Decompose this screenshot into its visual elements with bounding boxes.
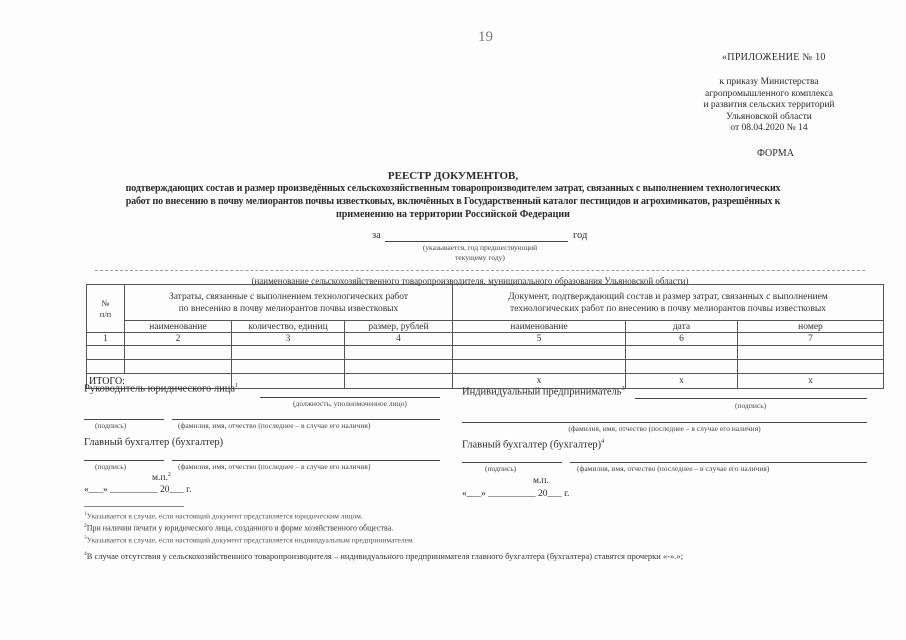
table-cell[interactable] — [738, 346, 884, 360]
footnote — [84, 523, 393, 533]
table-row — [87, 360, 884, 374]
producer-caption: (наименование сельскохозяйственного товаропроизводителя, муниципального образования Ульяновской области) — [251, 276, 689, 286]
chief-sign-line — [84, 460, 164, 461]
stamp-place-right: м.п. — [533, 476, 549, 486]
expenses-header-line: Затраты, связанные с выполнением технологических работ — [168, 291, 409, 302]
column-number: 1 — [87, 333, 125, 346]
appendix-line: Ульяновской области — [726, 111, 812, 122]
column-number: 3 — [232, 333, 345, 346]
ie-label — [462, 386, 625, 398]
date-left: «___» __________ 20___ г. — [84, 485, 192, 495]
footnote-number: 3 — [84, 535, 87, 541]
footnote-ref: 4 — [601, 439, 605, 445]
ie-chief-accountant-text: Главный бухгалтер (бухгалтер) — [462, 439, 602, 451]
fio-caption: (фамилия, имя, отчество (последнее – в случае его наличия) — [178, 462, 371, 471]
doc-subtitle-line: подтверждающих состав и размер произведённых сельскохозяйственным товаропроизводителем затрат, связанных с выполнением технологических — [125, 183, 781, 194]
ie-sign-line — [635, 398, 867, 399]
ie-fio-line — [462, 422, 867, 423]
fio-caption: (фамилия, имя, отчество (последнее – в случае его наличия) — [577, 464, 770, 473]
footnote-text: При наличии печати у юридического лица, созданного в форме хозяйственного общества. — [86, 523, 394, 533]
footnote-number: 4 — [84, 551, 87, 558]
sign-caption: (подпись) — [95, 462, 127, 471]
column-number: 2 — [125, 333, 232, 346]
table-subheader-row — [87, 321, 884, 333]
year-hint: (указывается, год предшествующий — [422, 243, 538, 252]
sign-caption: (подпись) — [735, 401, 767, 410]
num-header — [87, 285, 125, 333]
table-row — [87, 346, 884, 360]
expenses-group-header — [125, 285, 453, 321]
doc-subtitle-line: работ по внесению в почву мелиорантов почвы известковых, включённых в Государственный каталог пестицидов и агрохимикатов, разрешённых к — [125, 196, 781, 207]
chief-accountant-label: Главный бухгалтер (бухгалтер) — [84, 437, 224, 448]
head-label — [84, 383, 238, 395]
doc-title: РЕЕСТР ДОКУМЕНТОВ, — [387, 170, 519, 182]
subheader-cell: количество, единиц — [232, 321, 345, 333]
appendix-line: от 08.04.2020 № 14 — [730, 123, 808, 133]
table-cell[interactable] — [453, 360, 626, 374]
footnote-number: 1 — [84, 511, 87, 517]
ie-chief-fio-line — [570, 462, 867, 463]
total-mark: х — [626, 374, 738, 389]
table-cell[interactable] — [738, 360, 884, 374]
ie-chief-accountant-label — [462, 439, 604, 451]
document-header-line: Документ, подтверждающий состав и размер затрат, связанных с выполнением — [508, 291, 828, 302]
appendix-title: «ПРИЛОЖЕНИЕ № 10 — [722, 52, 826, 63]
column-number: 4 — [345, 333, 453, 346]
head-fio-line — [172, 419, 440, 420]
stamp-place — [152, 472, 171, 483]
table-cell[interactable] — [125, 346, 232, 360]
num-header-label: № — [101, 297, 110, 308]
table-header-row — [87, 285, 884, 321]
table-cell[interactable] — [232, 374, 345, 389]
column-number: 6 — [626, 333, 738, 346]
page-number: 19 — [478, 29, 493, 45]
sign-caption: (подпись) — [485, 464, 517, 473]
year-prefix: за — [372, 230, 381, 241]
chief-fio-line — [172, 460, 440, 461]
fio-caption: (фамилия, имя, отчество (последнее – в случае его наличия) — [178, 421, 371, 430]
table-cell[interactable] — [453, 346, 626, 360]
ie-chief-sign-line — [462, 462, 562, 463]
table-cell[interactable] — [232, 360, 345, 374]
table-cell[interactable] — [87, 360, 125, 374]
footnote-number: 2 — [84, 523, 87, 529]
appendix-lines — [680, 77, 858, 135]
document-header-line: технологических работ по внесению в почву мелиорантов почвы известковых — [509, 303, 827, 314]
table-cell[interactable] — [345, 374, 453, 389]
subheader-cell: размер, рублей — [345, 321, 453, 333]
column-number-row — [87, 333, 884, 346]
appendix-line: к приказу Министерства — [719, 77, 819, 87]
fio-caption: (фамилия, имя, отчество (последнее – в случае его наличия) — [568, 424, 761, 433]
appendix-line: и развития сельских территорий — [703, 100, 835, 110]
year-hint: текущему году) — [455, 253, 505, 262]
footnote-ref: 1 — [235, 383, 239, 389]
registry-table — [86, 284, 884, 389]
year-field-line — [385, 241, 568, 242]
table-cell[interactable] — [87, 346, 125, 360]
footnote-separator — [84, 506, 184, 507]
table-cell[interactable] — [125, 360, 232, 374]
stamp-place-text: м.п. — [152, 473, 168, 484]
total-mark: х — [453, 374, 626, 389]
column-number: 7 — [738, 333, 884, 346]
footnote — [84, 511, 363, 521]
appendix-line: агропромышленного комплекса — [704, 88, 834, 99]
subheader-cell: дата — [626, 321, 738, 333]
doc-subtitle-line: применению на территории Российской Федерации — [336, 209, 570, 220]
footnote-ref: 2 — [167, 472, 171, 478]
subheader-cell: наименование — [453, 321, 626, 333]
table-cell[interactable] — [626, 346, 738, 360]
table-cell[interactable] — [626, 360, 738, 374]
footnote-text: Указывается в случае, если настоящий документ представляется индивидуальным предпринимателем — [86, 535, 413, 545]
expenses-header-line: по внесению в почву мелиорантов почвы известковых — [178, 303, 399, 314]
date-right: «___» __________ 20___ г. — [462, 489, 570, 499]
producer-field-line — [95, 270, 865, 271]
table-cell[interactable] — [232, 346, 345, 360]
form-label: ФОРМА — [757, 148, 794, 159]
num-header-sub: п/п — [99, 308, 112, 319]
footnote-ref: 3 — [621, 386, 625, 392]
position-caption: (должность, уполномоченное лицо) — [293, 399, 407, 408]
sign-caption: (подпись) — [95, 421, 127, 430]
head-sign-line — [84, 419, 164, 420]
head-position-line — [260, 397, 440, 398]
footnote-text: В случае отсутствия у сельскохозяйственного товаропроизводителя – индивидуального предпринимателя главного бухгалтера (бухгалтера) ставятся прочерки «-».»; — [86, 551, 684, 561]
subheader-cell: номер — [738, 321, 884, 333]
ie-label-text: Индивидуальный предприниматель — [462, 386, 622, 398]
column-number: 5 — [453, 333, 626, 346]
document-group-header — [453, 285, 884, 321]
table-cell[interactable] — [345, 360, 453, 374]
total-label: ИТОГО: — [87, 374, 232, 389]
subheader-cell: наименование — [125, 321, 232, 333]
footnote-text: Указывается в случае, если настоящий документ представляется юридическим лицом. — [86, 511, 363, 521]
year-suffix: год — [573, 230, 588, 241]
table-cell[interactable] — [345, 346, 453, 360]
total-mark: х — [738, 374, 884, 389]
footnote — [84, 551, 683, 561]
head-label-text: Руководитель юридического лица — [84, 383, 236, 395]
footnote — [84, 535, 413, 545]
